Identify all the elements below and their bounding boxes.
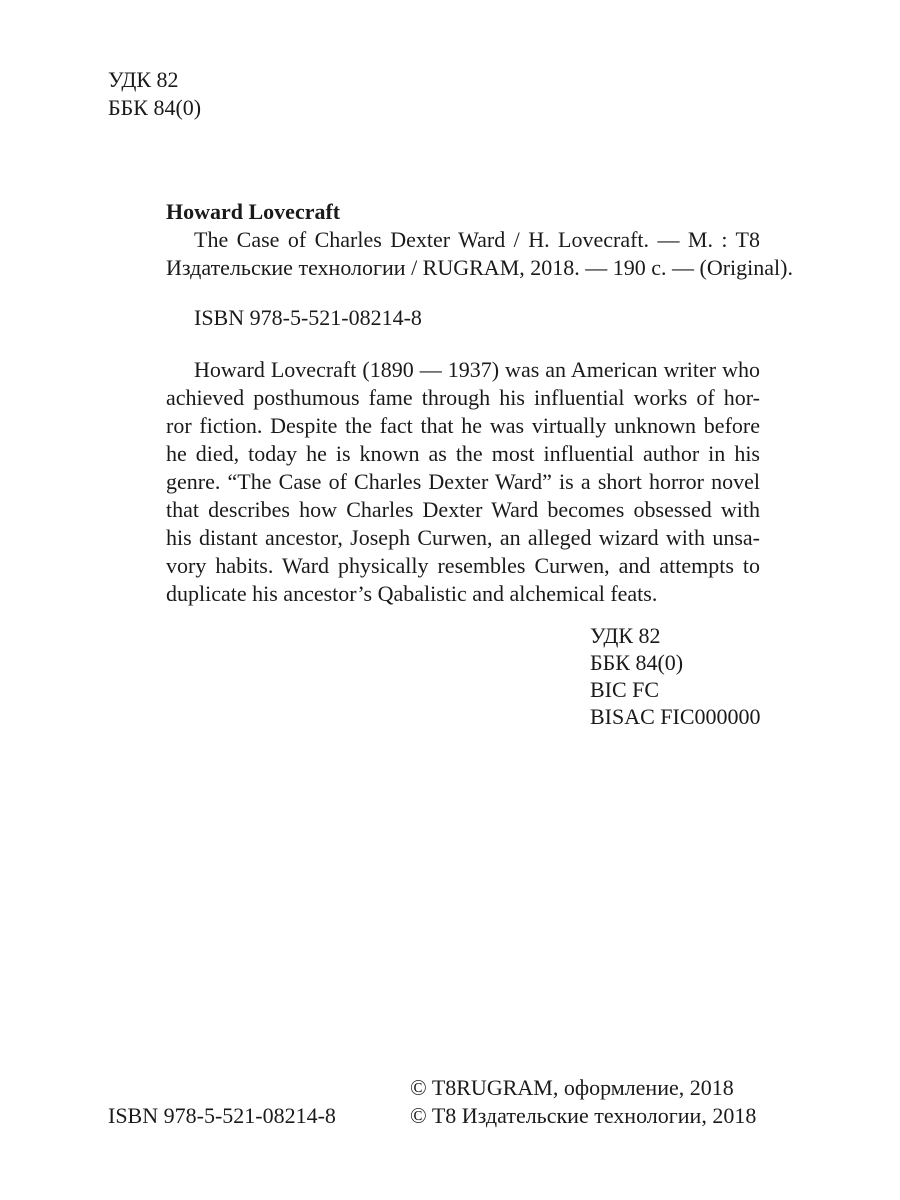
bibliographic-line-2: Издательские технологии / RUGRAM, 2018. — 190 с. — (Original). [166,255,793,280]
annotation-line: achieved posthumous fame through his influential works of hor- [166,385,760,410]
annotation-line: Howard Lovecraft (1890 — 1937) was an American writer who [194,357,760,382]
annotation-line: that describes how Charles Dexter Ward becomes obsessed with [166,497,760,522]
bibliographic-line-1: The Case of Charles Dexter Ward / H. Lovecraft. — M. : T8 [194,227,760,252]
copyright-design: © T8RUGRAM, оформление, 2018 [410,1075,734,1100]
annotation-line: vory habits. Ward physically resembles Curwen, and attempts to [166,553,760,578]
bisac-code: BISAC FIC000000 [590,704,761,729]
udk-code: УДК 82 [590,623,661,648]
annotation-paragraph [166,356,760,608]
bibliographic-record [166,226,793,282]
isbn-footer: ISBN 978-5-521-08214-8 [108,1103,336,1128]
bbk-code: ББК 84(0) [590,650,684,675]
bic-code: BIC FC [590,677,660,702]
top-classification-codes [108,66,201,122]
top-udk-code: УДК 82 [108,67,179,92]
classification-block [590,622,761,730]
isbn-main: ISBN 978-5-521-08214-8 [194,305,422,330]
author-name: Howard Lovecraft [166,199,341,224]
annotation-line: ror fiction. Despite the fact that he was virtually unknown before [166,413,760,438]
annotation-line: duplicate his ancestor’s Qabalistic and alchemical feats. [166,581,658,606]
annotation-line: his distant ancestor, Joseph Curwen, an alleged wizard with unsa- [166,525,760,550]
top-bbk-code: ББК 84(0) [108,95,202,120]
annotation-line: he died, today he is known as the most influential author in his [166,441,760,466]
copyright-notices [410,1074,760,1130]
annotation-line: genre. “The Case of Charles Dexter Ward” is a short horror novel [166,469,760,494]
copyright-publisher: © T8 Издательские технологии, 2018 [410,1103,757,1128]
